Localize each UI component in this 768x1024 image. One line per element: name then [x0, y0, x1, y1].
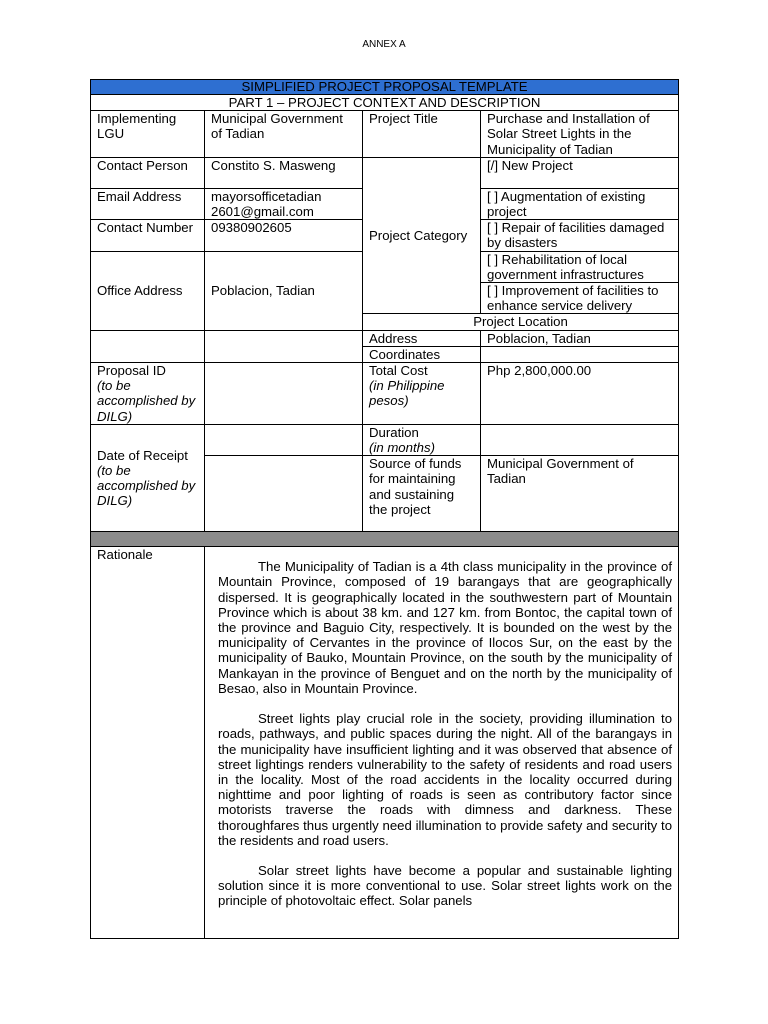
date-of-receipt-cell — [91, 424, 205, 531]
rationale-paragraph: Solar street lights have become a popular and sustainable lighting solution since it is more conventional to use. Solar street lights work on the principle of photovoltaic effect. Solar panels — [218, 862, 673, 909]
source-of-funds-label: Source of funds for maintaining and sustaining the project — [363, 456, 481, 532]
address-value: Poblacion, Tadian — [481, 330, 679, 346]
rationale-paragraph: Street lights play crucial role in the society, providing illumination to roads, pathways, and public spaces during the night. All of the barangays in the municipality have insufficient lighting and it was observed that absence of street lightings renders vulnerability to the safety of residents and road users in the locality. Most of the road accidents in the locality occurred during nighttime and poor lighting of roads is seen as contributory factor since motorists traverse the roads with dimness and darkness. These thoroughfares thus urgently need illumination to provide safety and security to the residents and road users. — [218, 711, 673, 848]
total-cost-cell — [363, 363, 481, 425]
date-of-receipt-value — [205, 424, 363, 455]
implementing-lgu-label: Implementing LGU — [91, 111, 205, 158]
date-of-receipt-value-lower — [205, 456, 363, 532]
category-option-rehabilitation: [ ] Rehabilitation of local government infrastructures — [481, 251, 679, 282]
rationale-body — [205, 547, 679, 939]
project-title-value: Purchase and Installation of Solar Street Lights in the Municipality of Tadian — [481, 111, 679, 158]
address-label: Address — [363, 330, 481, 346]
part-title: PART 1 – PROJECT CONTEXT AND DESCRIPTION — [91, 95, 679, 111]
rationale-paragraph: The Municipality of Tadian is a 4th class municipality in the province of Mountain Province, composed of 19 barangays that are geographically dispersed. It is geographically located in the southwestern part of Mountain Province which is about 38 km. and 127 km. from Bontoc, the capital town of the province and Baguio City, respectively. It is bounded on the west by the municipality of Cervantes in the province of Ilocos Sur, on the east by the municipality of Bauko, Mountain Province, on the south by the municipality of Mankayan in the province of Benguet and on the north by the municipality of Besao, also in Mountain Province. — [218, 559, 673, 696]
office-address-spacer — [91, 330, 205, 362]
proposal-id-label: Proposal ID — [97, 363, 166, 379]
office-address-label: Office Address — [91, 251, 205, 330]
project-category-label: Project Category — [363, 157, 481, 314]
contact-person-label: Contact Person — [91, 157, 205, 188]
category-option-new: [/] New Project — [481, 157, 679, 188]
project-location-header: Project Location — [363, 314, 679, 330]
duration-value — [481, 424, 679, 455]
part-row — [91, 95, 679, 111]
annex-label: ANNEX A — [362, 39, 406, 50]
rationale-label: Rationale — [91, 547, 205, 939]
proposal-id-cell — [91, 363, 205, 425]
office-address-value: Poblacion, Tadian — [205, 251, 363, 330]
contact-number-label: Contact Number — [91, 220, 205, 251]
row-duration — [91, 424, 679, 455]
email-label: Email Address — [91, 188, 205, 219]
source-of-funds-value: Municipal Government of Tadian — [481, 456, 679, 532]
row-rationale — [91, 547, 679, 939]
implementing-lgu-value: Municipal Government of Tadian — [205, 111, 363, 158]
gray-separator-row — [91, 532, 679, 547]
row-proposal-id — [91, 363, 679, 425]
coordinates-label: Coordinates — [363, 346, 481, 362]
proposal-id-note: (to be accomplished by DILG) — [97, 378, 196, 424]
category-option-improvement: [ ] Improvement of facilities to enhance service delivery — [481, 283, 679, 314]
total-cost-value: Php 2,800,000.00 — [481, 363, 679, 425]
date-of-receipt-label: Date of Receipt — [97, 447, 188, 463]
coordinates-value — [481, 346, 679, 362]
total-cost-label: Total Cost — [369, 363, 428, 379]
project-title-label: Project Title — [363, 111, 481, 158]
proposal-form-table — [90, 79, 679, 939]
category-option-repair: [ ] Repair of facilities damaged by disasters — [481, 220, 679, 251]
total-cost-note: (in Philippine pesos) — [369, 378, 445, 409]
template-title: SIMPLIFIED PROJECT PROPOSAL TEMPLATE — [91, 80, 679, 95]
proposal-id-value — [205, 363, 363, 425]
date-of-receipt-note: (to be accomplished by DILG) — [97, 462, 196, 509]
title-row — [91, 80, 679, 95]
duration-label: Duration — [369, 424, 419, 440]
row-lgu — [91, 111, 679, 158]
email-value: mayorsofficetadian 2601@gmail.com — [205, 188, 363, 219]
contact-number-value: 09380902605 — [205, 220, 363, 251]
contact-person-value: Constito S. Masweng — [205, 157, 363, 188]
row-contact-person — [91, 157, 679, 188]
category-option-augmentation: [ ] Augmentation of existing project — [481, 188, 679, 219]
duration-cell — [363, 424, 481, 455]
duration-note: (in months) — [369, 440, 435, 456]
row-address — [91, 330, 679, 346]
office-address-spacer-value — [205, 330, 363, 362]
gray-separator — [91, 532, 679, 547]
